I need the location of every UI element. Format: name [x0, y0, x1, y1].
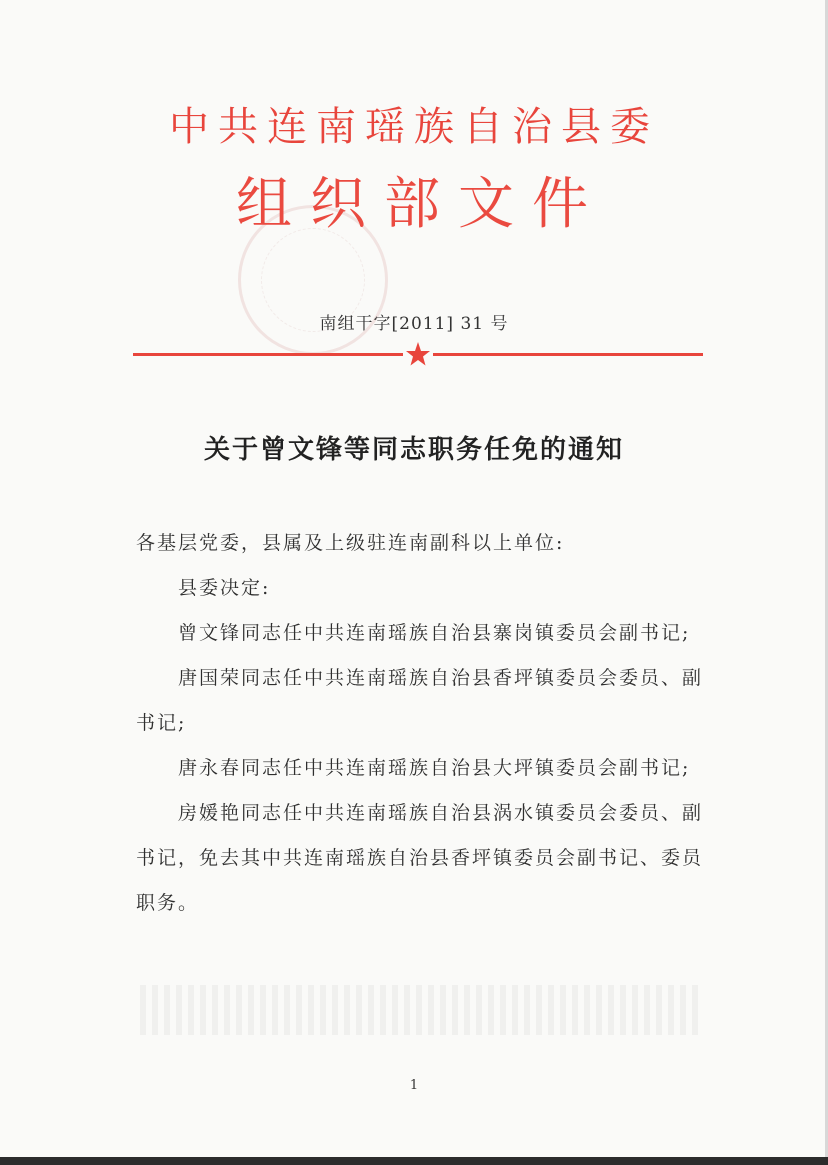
divider-line-left: [133, 353, 403, 356]
issuer-name: 中共连南瑶族自治县委: [169, 104, 659, 150]
red-divider: [133, 343, 703, 367]
body-paragraph: 房媛艳同志任中共连南瑶族自治县涡水镇委员会委员、副书记，免去其中共连南瑶族自治县香坪镇委员会副书记、委员职务。: [136, 802, 704, 914]
notice-title: 关于曾文锋等同志职务任免的通知: [203, 435, 624, 465]
page-number: 1: [409, 1078, 419, 1093]
show-through-text: [140, 985, 700, 1035]
document-type-heading: 组织部文件: [236, 172, 606, 237]
divider-line-right: [433, 353, 703, 356]
scan-edge-bar: [0, 1157, 828, 1165]
body-paragraph: 县委决定:: [178, 577, 271, 599]
document-number: 南组干字[2011] 31 号: [319, 314, 509, 334]
salutation: 各基层党委，县属及上级驻连南副科以上单位:: [136, 532, 565, 554]
star-icon: [405, 341, 431, 367]
body-paragraph: 曾文锋同志任中共连南瑶族自治县寨岗镇委员会副书记;: [178, 622, 691, 644]
notice-body: [136, 521, 716, 926]
body-paragraph: 唐国荣同志任中共连南瑶族自治县香坪镇委员会委员、副书记;: [136, 667, 704, 734]
body-paragraph: 唐永春同志任中共连南瑶族自治县大坪镇委员会副书记;: [178, 757, 691, 779]
